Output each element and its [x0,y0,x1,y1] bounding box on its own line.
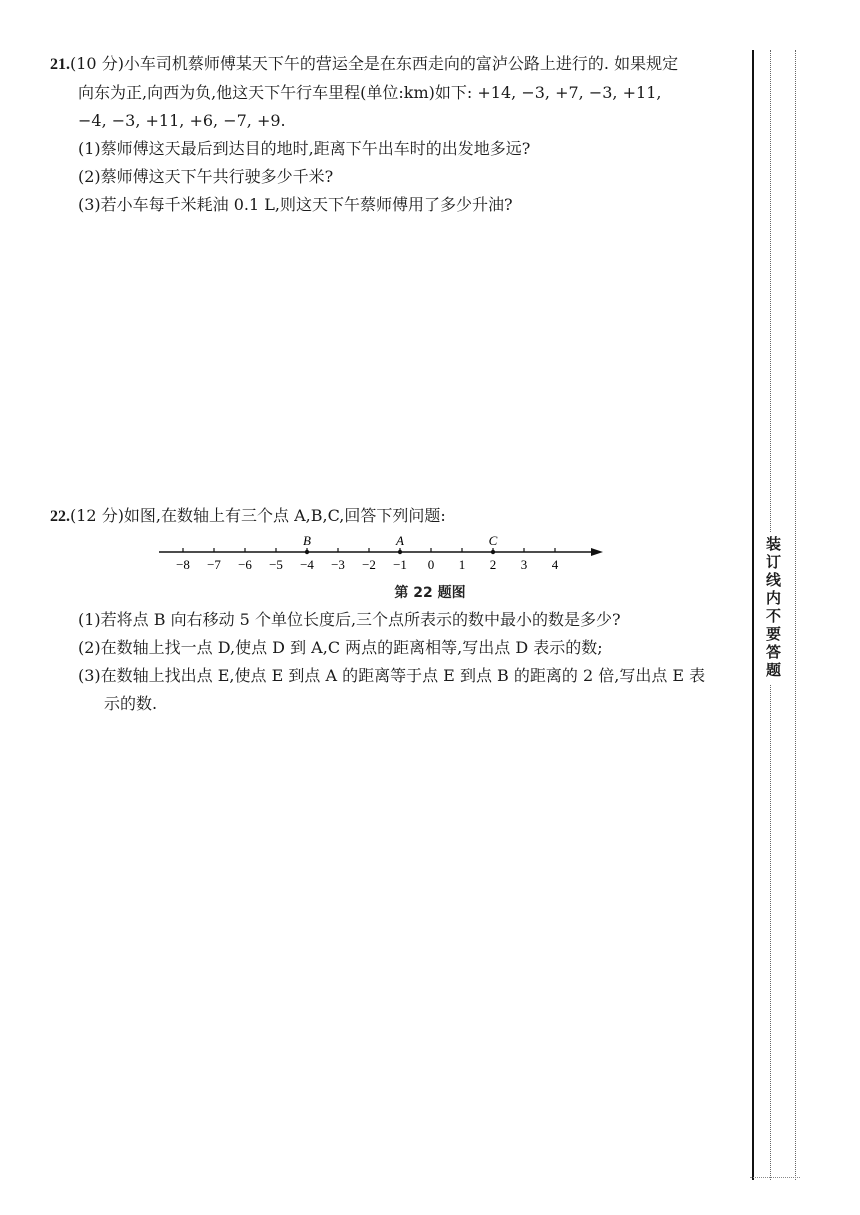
binding-margin-label: 装订线内不要答题 [764,532,784,684]
number-line-tick-label: −2 [362,557,376,572]
number-line-point-A [398,550,402,554]
number-line-point-label-B: B [303,533,311,548]
number-line-tick-label: −6 [238,557,252,572]
question-21-stem-1: (10 分)小车司机蔡师傅某天下午的营运全是在东西走向的富泸公路上进行的. 如果规定 [70,54,679,73]
question-21-part-1: (1)蔡师傅这天最后到达目的地时,距离下午出车时的出发地多远? [78,139,531,158]
question-22-line-1 [50,502,740,531]
question-22-number: 22. [50,508,70,525]
number-line-arrow-icon [591,548,603,556]
number-line-point-C [491,550,495,554]
number-line-tick-label: 4 [551,557,559,572]
question-21-stem-2: 向东为正,向西为负,他这天下午行车里程(单位:km)如下: +14, −3, +7, −3, +11, [78,83,662,102]
figure-caption: 第 22 题图 [394,585,466,601]
number-line-point-label-A: A [396,533,404,548]
question-22-stem: (12 分)如图,在数轴上有三个点 A,B,C,回答下列问题: [70,506,446,525]
number-line-figure [155,532,615,576]
number-line-point-label-C: C [488,533,498,548]
question-22-parts [50,606,750,718]
number-line-point-B [305,550,309,554]
number-line-tick-label: 0 [427,557,435,572]
question-22-part-2: (2)在数轴上找一点 D,使点 D 到 A,C 两点的距离相等,写出点 D 表示的数; [78,638,603,657]
number-line-tick-label: −1 [393,557,407,572]
question-22-part-3a: (3)在数轴上找出点 E,使点 E 到点 A 的距离等于点 E 到点 B 的距离的 2 倍,写出点 E 表 [78,666,706,685]
question-21-part-3: (3)若小车每千米耗油 0.1 L,则这天下午蔡师傅用了多少升油? [78,195,513,214]
question-21-line-1 [50,50,740,79]
number-line-tick-label: 1 [458,557,466,572]
number-line-tick-label: 3 [520,557,528,572]
question-21-stem-3: −4, −3, +11, +6, −7, +9. [78,111,286,130]
question-22-part-1: (1)若将点 B 向右移动 5 个单位长度后,三个点所表示的数中最小的数是多少? [78,610,621,629]
question-22-part-3b: 示的数. [104,694,158,713]
number-line-tick-label: −7 [207,557,221,572]
binding-dotted-line-outer [795,50,796,1180]
binding-dotted-line-bottom [750,1177,800,1178]
number-line-tick-label: −3 [331,557,345,572]
binding-line [752,50,754,1180]
question-21-part-2: (2)蔡师傅这天下午共行驶多少千米? [78,167,334,186]
question-21-number: 21. [50,56,70,73]
number-line-tick-label: 2 [489,557,497,572]
number-line-tick-label: −5 [269,557,283,572]
question-21 [50,50,740,219]
number-line-tick-label: −4 [300,557,314,572]
number-line-tick-label: −8 [176,557,190,572]
